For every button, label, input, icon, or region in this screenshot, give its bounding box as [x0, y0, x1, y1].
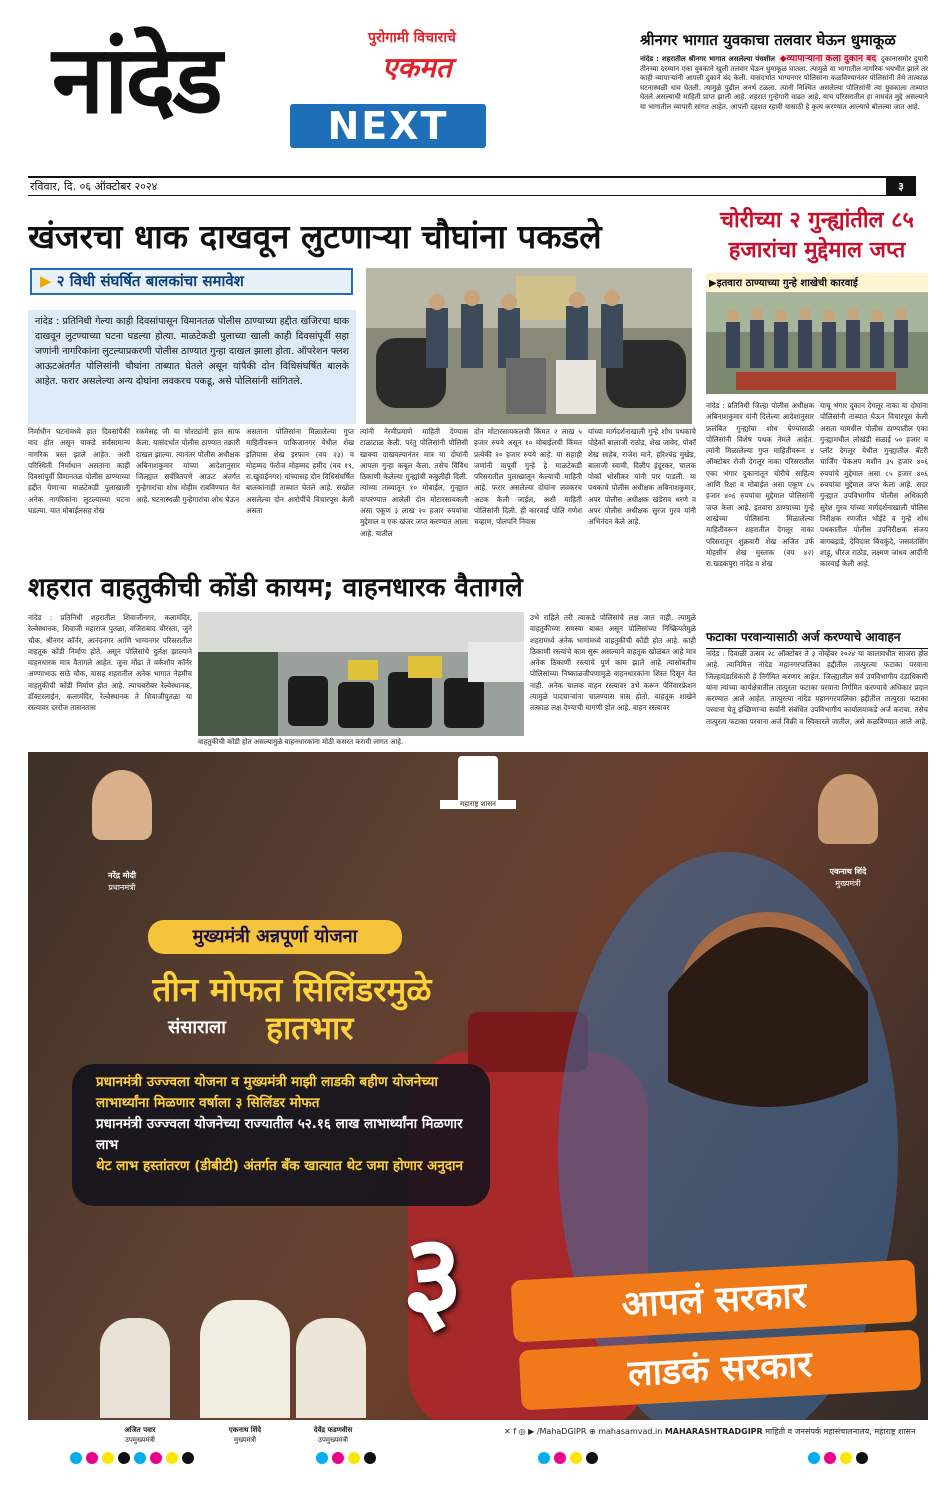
yellow-dot: [102, 1452, 114, 1464]
right-col-1: नांदेड : प्रतिनिधी जिल्हा पोलीस अधीक्षक अबिनाशकुमार यांनी दिलेल्या आदेशानुसार फ्रलंबित गुन्ह्यांचा शोध घेण्यासाठी पोलिसांनी विशेष पथक नेमले आहेत. त्यांनी मिळालेल्या गुप्त माहितीवरून ४ ऑक्टोबर रोजी देगलूर नाका परिसरातील एका भंगार दुकानातून चोरीचे साहित्य आणि रिक्षा व मोबाईल असा एकूण ८५ हजार ४०६ रुपयांचा मुद्देमाल पोलिसांनी जप्त केला आहे. इतवारा ठाण्याच्या गुन्हे शाखेच्या पोलिसांना मिळालेल्या माहितीवरून शहरातील देगलूर नाका परिसरातून शुक्रवारी शेख अजित उर्फ मोहसीन शेख मुस्ताक (वय ४२) रा.खडकपुरा नांदेड व शेख: [706, 401, 814, 569]
dateline-text: रविवार, दि. ०६ ऑक्टोबर २०२४: [30, 180, 158, 193]
yellow-dot: [348, 1452, 360, 1464]
pm-title: प्रधानमंत्री: [108, 883, 136, 892]
right-headline: चोरीच्या २ गुन्ह्यांतील ८५ हजारांचा मुद्देमाल जप्त: [720, 208, 914, 263]
social-icons: ✕ f ◎ ▶: [504, 1427, 535, 1436]
magenta-dot: [554, 1452, 566, 1464]
cyan-dot: [316, 1452, 328, 1464]
benefits-box: [72, 1064, 490, 1206]
side-story-dateline: नांदेड : शहरातील श्रीनगर भागात असलेल्या पंचशील: [640, 55, 776, 63]
police-arrest-photo-art: [366, 268, 692, 424]
main-col-3: असताना पोलिसांना मिळालेल्या गुप्त माहितीवरून पाकिजानगर येथील शेख इलियास शेख इरफान (वय २३) व मोहम्मद फेरोज मोहम्मद हमीद (वय १९, रा.खुदाईनगर) यांच्यासह दोन विधिसंघर्षित बालकांनाही ताब्यात घेतले आहे. सखोल असलेल्या दोन आरोपींचे विचारपूस केली असता: [246, 427, 354, 516]
main-col-4: त्यांनी नेरमीप्रमाणे माहिती देण्यास टाळाटाळ केली. परंतु पोलिसांनी पोलिसी खाक्या दाखवल्यानंतर मात्र या दोघांनी आपला गुन्हा कबूल केला. तसेच विविध ठिकाणी केलेल्या गुन्ह्यांची कबुलीही दिली. त्यांच्या ताब्यातून १० मोबाईल, गुन्ह्यात वापरण्यात आलेली दोन मोटारसायकली असा एकूण ३ लाख २० हजार रुपयांचा मुद्देमाल व एक खंजर जप्त करण्यात आला आहे. यातील: [360, 427, 468, 538]
cm-name: एकनाथ शिंदे: [829, 867, 867, 876]
ad-subline: संसाराला: [168, 1017, 226, 1038]
brand-name: एकमत: [382, 51, 452, 84]
magenta-dot: [86, 1452, 98, 1464]
footer-credit: माहिती व जनसंपर्क महासंचालनालय, महाराष्ट्र शासन: [765, 1427, 916, 1436]
state-emblem-icon: [458, 756, 498, 806]
main-col-2: रकमेसह जी या चोरट्यांनी हात साफ केला. यासंदर्भात पोलीस ठाण्यात तक्रारी दाखल झाल्या. त्यानंतर पोलीस अधीक्षक अबिनाशकुमार यांच्या आदेशानुसार जिल्ह्यात सर्वत्रितपणे आऊट अंतर्गत गुन्हेगारांचा शोध मोहीम राबविण्यात येत आहे. घटनास्थळी गुन्हेगारांचा शोध घेऊन: [136, 427, 240, 504]
traffic-col-2: उभे राहिले तरी त्याकडे पोलिसांचे लक्ष जात नाही. त्यामुळे वाहतुकीच्या समस्या बाबत असून पोलिसांच्या निष्क्रियतेमुळे शहरामध्ये अनेक भागांमध्ये वाहतुकीची कोंडी होत आहे. काही ठिकाणी रस्त्यांचे काम सुरू असल्याने वाहतूक खोळंबत आहे मात्र अनेक ठिकाणी रस्त्याचे पूर्ण काम झाले आहे त्यासोबतीच पोलिसांच्या निष्काळजीपणामुळे वाहनधारकांना शिस्त दिसून येत नाही. अनेक चालक वाहन रस्त्यावर उभे करून पेनिंवारफ्रेशन त्यामुळे पादचाऱ्यांना चालण्यास त्रास होतो. वाहतूक शाखेने तत्काळ लक्ष देण्याची मागणी होत आहे. वाहन रस्त्यावर: [530, 613, 696, 713]
traffic-headline: शहरात वाहतुकीची कोंडी कायम; वाहनधारक वैतागले: [28, 573, 523, 603]
cyan-dot: [134, 1452, 146, 1464]
side-story-text: दुकानासमोर दुपारी तीनच्या दरम्यान एका युवकाने खुली तलवार घेऊन धुमाकूळ घातला. त्यामुळे या भागातील नागरिक भयभीत झाले तर काही व्यापाऱ्यांनी आपली दुकाने बंद केली. यासंदर्भात भाग्यनगर पोलिसांना कळविण्यानंतर पोलिसांनी तेथे तात्काळ घटनास्थळी धाव घेतली. त्यामुळे पुढील अनर्थ टळला. त्यानी निश्चित असलेल्या पोलिसांनी त्या युवकाला ताब्यात घेतले असल्याची माहिती प्राप्त झाली आहे. शहरात गुन्हेगारी वाढत आहे. याच परिसरातील हा नामवंत मुद्दे असल्याने या भागातील व्यापारी सांगत आहेत. आपली दहशत रहावी यासाठी हे कृत्य करण्यात आल्याचे बोलल्या जात आहे.: [640, 55, 928, 111]
black-dot: [364, 1452, 376, 1464]
leader-2-title: मुख्यमंत्री: [233, 1436, 257, 1444]
emblem-caption: महाराष्ट्र शासन: [440, 800, 516, 809]
leader-1-title: उपमुख्यमंत्री: [124, 1436, 156, 1444]
scheme-name-badge: मुख्यमंत्री अन्नपूर्णा योजना: [148, 920, 402, 954]
main-headline: खंजरचा धाक दाखवून लुटणाऱ्या चौघांना पकडले: [28, 217, 602, 256]
registration-marks-left: [70, 1452, 194, 1464]
page-number: ३: [886, 178, 916, 195]
ad-headline: तीन मोफत सिलिंडरमुळे: [152, 970, 432, 1009]
registration-marks-mid: [316, 1452, 376, 1464]
slogan-line-1: आपलं सरकार: [511, 1259, 918, 1342]
magenta-dot: [150, 1452, 162, 1464]
main-subhead: [30, 268, 353, 295]
traffic-jam-photo-art: [198, 612, 524, 736]
cm-portrait: [818, 774, 878, 844]
benefit-1: प्रधानमंत्री उज्ज्वला योजना व मुख्यमंत्री माझी लाडकी बहीण योजनेच्या लाभार्थ्यांना मिळणार वर्षाला ३ सिलिंडर मोफत: [96, 1074, 438, 1111]
registration-marks-right: [808, 1452, 868, 1464]
seized-goods-photo: [706, 292, 928, 394]
side-story-body: [640, 55, 928, 173]
right-col-2: याचू भंगार दुकान देगलूर नाका या दोघांना पोलिसांनी ताब्यात घेऊन विचारपूस केली असता यामधील पोलीस ठाण्यातील एका गुन्ह्यामधील लोखंडी सळाई ५० हजार व प्लॉट देगलूर येथील गुन्ह्यातील बॅटरी चार्जिंग पेकअप मशीन ३५ हजार ४०६ रुपयांचे मुद्देमाल असा ८५ हजार ४०६ रुपयांचा मुद्देमाल जप्त केला आहे. सदर गुन्ह्यात उपविभागीय पोलीस अधिकारी सुरेश गुरव यांच्या मार्गदर्शनाखाली पोलिस निरीक्षक रणजीत भोईटे व गुन्हे शोध पथकातील पोलीस उपनिरीक्षक संजय बागबढ़ाडे, देविदास बिचकुंदे, जसवंतसिंग शाहू, धीरज राठोड, लक्ष्मण जाधव आदींनी कारवाई केली आहे.: [820, 401, 928, 569]
ad-subline-emphasis: हातभार: [266, 1009, 354, 1047]
leader-2-name: एकनाथ शिंदे: [228, 1426, 262, 1434]
cyan-dot: [808, 1452, 820, 1464]
web-icon: ⊕: [588, 1427, 599, 1436]
traffic-col-1: नांदेड : प्रतिनिधी शहरातील शिवाजीनगर, कलामंदिर, रेल्वेस्थानक, शिवाजी महाराज पुतळा, वजिराबाद चौरस्ता, जुने चौक, श्रीनगर कॉर्नर, आनंदनगर आणि भाग्यनगर परिसरातील वाहतूक कोंडी निर्माण होते. असून पोलिसांचे दुर्लक्ष झाल्याने वाहनधारक मात्र वैतागले आहेत. जुना मोंढा ते वर्कशॉप कॉर्नर अण्णाभाऊ साठे चौक, यासह शहरातील अनेक भागात नेहमीच वाहतुकीची कोंडी निर्माण होत आहे. त्याचबरोबर रेल्वेस्थानक, डॉक्टरलाईन, कलामंदिर, रेल्वेस्थानक ते शिवाजीपुतळा या रस्त्यावर दररोज तासनतास: [28, 613, 192, 713]
black-dot: [586, 1452, 598, 1464]
benefit-2: प्रधानमंत्री उज्ज्वला योजनेच्या राज्यातील ५२.१६ लाख लाभार्थ्यांना मिळणार लाभ: [96, 1116, 463, 1153]
magenta-dot: [824, 1452, 836, 1464]
leader-3-name: देवेंद्र फडणवीस: [313, 1426, 353, 1434]
main-col-5: दोन मोटारसायकलची किंमत २ लाख ५ हजार रुपये असून १० मोबाईलची किंमत प्रत्येकी २० हजार रुपये आहे. या सहाही जणांनी यापूर्वी गुन्हे हे माळटेकडी परिसरातील पुलाखालून केल्याची माहिती आहे. फरार असलेल्या दोघांना लवकरच अटक केली जाईल, अशी माहिती पोलिसांनी दिली. ही कारवाई पोलि गणेश चव्हाण, पोलपनि निवास: [474, 427, 582, 527]
yellow-dot: [166, 1452, 178, 1464]
leader-3-title: उपमुख्यमंत्री: [317, 1436, 349, 1444]
side-story-subhead: ◆व्यापाऱ्यांनी केली दुकाने बंद: [779, 55, 877, 64]
dateline-bar: [28, 176, 916, 196]
leader-3-portrait: [296, 1318, 366, 1418]
edition-logo: NEXT: [290, 104, 486, 148]
traffic-jam-photo: [198, 612, 524, 736]
yellow-dot: [840, 1452, 852, 1464]
footer-tag: MAHARASHTRADGIPR: [664, 1427, 763, 1436]
website: mahasamvad.in: [598, 1427, 663, 1436]
police-arrest-photo: [366, 268, 692, 424]
ad-social-line: [504, 1426, 915, 1437]
main-col-1: निर्माधीन घटनांमध्ये हात दिवसांपैकी वाद होत असून याकडे सर्वसामान्य नागरिक त्रस्त झाले आहेत. अशी परिस्थिती निर्माधान असताना काही दिवसांपूर्वी विमानतळ पोलीस ठाण्याच्या हद्दीत येणाऱ्या माळटेकडी पुलाखाली अनेक नागरिकांना लुटल्याच्या घटना घडल्या. यात मोबाईलसह रोख: [28, 427, 130, 516]
side-story-headline: श्रीनगर भागात युवकाचा तलवार घेऊन धुमाकूळ: [640, 31, 896, 49]
arrow-icon: ▶: [40, 272, 52, 290]
pm-portrait: [92, 770, 152, 840]
leader-2-portrait: [200, 1300, 290, 1418]
leader-1-name: अजित पवार: [124, 1426, 156, 1434]
social-handle: /MahaDGIPR: [536, 1427, 587, 1436]
right-subhead: ▶इतवारा ठाण्याच्या गुन्हे शाखेची कारवाई: [706, 273, 928, 291]
benefit-3: थेट लाभ हस्तांतरण (डीबीटी) अंतर्गत बँक खात्यात थेट जमा होणार अनुदान: [96, 1158, 464, 1174]
main-subhead-text: २ विधी संघर्षित बालकांचा समावेश: [56, 272, 244, 290]
notice-body: नांदेड : दिवाळी उत्सव २८ ऑक्टोबर ते ३ नोव्हेंबर २०२४ या कालावधीत साजरा होत आहे. त्यानिमित्त नांदेड महानगरपालिका हद्दीतील तात्पुरत्या फटाका परवाना जिल्हादंडाधिकारी हे निर्गमित करणार आहेत. जिल्ह्यातील सर्व उपविभागीय दंडाधिकारी यांना त्यांच्या कार्यक्षेत्रातील तात्पुरता फटाका परवाना निर्गमित करण्याचे अधिकार प्रदान करण्यात आले आहेत. तात्पुरत्या नांदेड महानगरपालिका हद्दीतील तात्पुरता फटाका परवाना घेतू इच्छिणाऱ्या सर्वांनी संबंधित उपविभागीय कार्यालयाकडे अर्ज करावा. तसेच तात्पुरता फटाका परवाना अर्ज विक्री व स्विकारले जातील, असे कळविण्यात आले आहे.: [706, 649, 928, 726]
brand-tagline: पुरोगामी विचाराचे: [368, 30, 456, 46]
cyan-dot: [70, 1452, 82, 1464]
black-dot: [118, 1452, 130, 1464]
registration-marks-center: [538, 1452, 598, 1464]
black-dot: [856, 1452, 868, 1464]
slogan-line-2: लाडकं सरकार: [519, 1330, 922, 1411]
leader-1-portrait: [100, 1318, 170, 1418]
magenta-dot: [332, 1452, 344, 1464]
masthead-title: नांदेड: [52, 26, 220, 135]
notice-headline: फटाका परवान्यासाठी अर्ज करण्याचे आवाहन: [706, 628, 928, 649]
seized-goods-photo-art: [706, 292, 928, 394]
black-dot: [182, 1452, 194, 1464]
traffic-photo-caption: वाहतुकीची कोंडी होत असल्यामुळे वाहनधारकांना मोठी कसरत करावी लागत आहे.: [198, 738, 404, 746]
big-number: ३: [402, 1208, 464, 1346]
main-lead: नांदेड : प्रतिनिधी गेल्या काही दिवसांपासून विमानतळ पोलीस ठाण्याच्या हद्दीत खंजिरचा धाक दाखवून लुटण्याच्या घटना घडल्या होत्या. माळटेकडी पुलाच्या खाली काही दिवसांपूर्वी सहा जणांनी नागरिकांना लुटल्याप्रकरणी पोलीस ठाण्यात गुन्हा दाखल झाला होता. ऑपरेशन फ्लश आऊटअंतर्गत पोलिसांनी चौघांना ताब्यात घेतले असून यांपैकी दोन विधिसंघर्षित बालके आहेत. फरार असलेल्या अन्य दोघांना लवकरच पकडू, असे पोलिसांनी सांगितले.: [28, 310, 356, 424]
cyan-dot: [538, 1452, 550, 1464]
main-col-6: यांच्या मार्गदर्शनाखाली गुन्हे शोध पथकाचे पोहेकॉ बालाजी राठोड, शेख जावेद, पोकॉ शेख साहेब, राजेश माने, हरिश्चंद्र मुखेड, बालाजी स्वामी, दिलीप इंदूरकर, चालक पोकॉ भोसीकर यांनी पार पाडली. या पथकाचे पोलीस अधीक्षक अबिनाशकुमार, अपर पोलीस अधीक्षक खंडेराव धरणे व अपर पोलीस अधीक्षक सुरज गुरव यांनी अभिनंदन केले आहे.: [588, 427, 696, 527]
cm-title: मुख्यमंत्री: [835, 879, 861, 888]
yellow-dot: [570, 1452, 582, 1464]
pm-name: नरेंद्र मोदी: [108, 871, 136, 880]
